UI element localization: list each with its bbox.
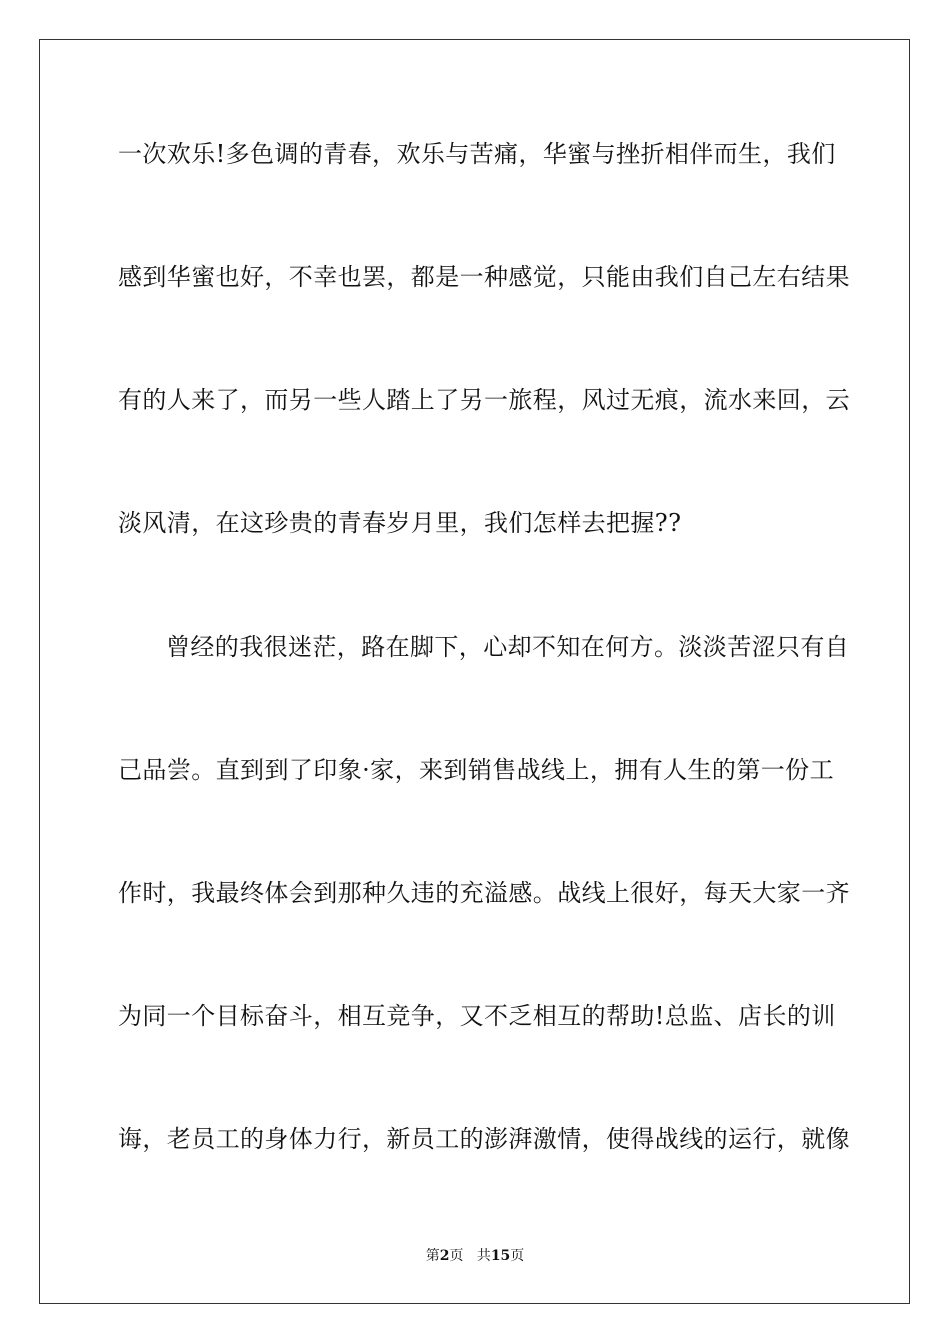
text-line-5: 曾经的我很迷茫，路在脚下，心却不知在何方。淡淡苦涩只有自 (166, 633, 850, 661)
text-line-1: 一次欢乐!多色调的青春，欢乐与苦痛，华蜜与挫折相伴而生，我们 (118, 140, 836, 168)
page-prefix: 第 (425, 1248, 440, 1264)
page-footer (0, 1246, 950, 1266)
total-pages: 15 (490, 1248, 511, 1264)
total-prefix: 共 (476, 1248, 491, 1264)
text-line-4: 淡风清，在这珍贵的青春岁月里，我们怎样去把握?? (118, 509, 682, 537)
page-number: 2 (439, 1248, 450, 1264)
text-line-2: 感到华蜜也好，不幸也罢，都是一种感觉，只能由我们自己左右结果 (118, 263, 850, 291)
text-line-8: 为同一个目标奋斗，相互竞争，又不乏相互的帮助!总监、店长的训 (118, 1002, 836, 1030)
text-line-6: 己品尝。直到到了印象·家，来到销售战线上，拥有人生的第一份工 (118, 756, 834, 784)
text-line-9: 诲，老员工的身体力行，新员工的澎湃激情，使得战线的运行，就像 (118, 1125, 850, 1153)
page-border (39, 39, 910, 1304)
text-line-7: 作时，我最终体会到那种久违的充溢感。战线上很好，每天大家一齐 (118, 879, 850, 907)
page-suffix: 页 (449, 1248, 464, 1264)
text-line-3: 有的人来了，而另一些人踏上了另一旅程，风过无痕，流水来回，云 (118, 386, 850, 414)
total-suffix: 页 (510, 1248, 525, 1264)
